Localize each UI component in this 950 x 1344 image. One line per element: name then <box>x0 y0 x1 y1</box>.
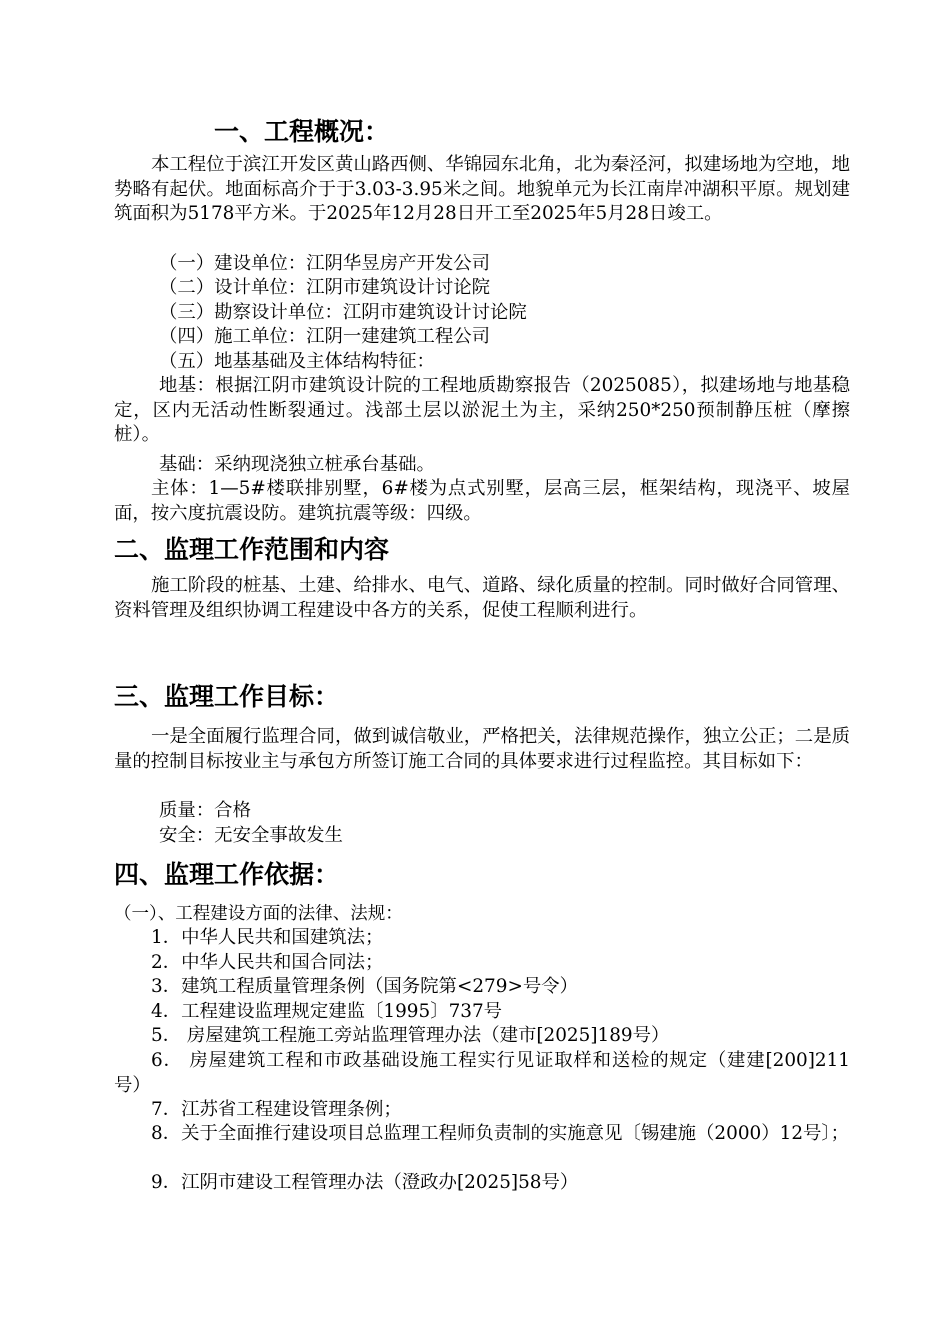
law-item-8: 8．关于全面推行建设项目总监理工程师负责制的实施意见〔锡建施（2000）12号〕； <box>151 1123 849 1144</box>
section-2-body: 施工阶段的桩基、土建、给排水、电气、道路、绿化质量的控制。同时做好合同管理、资料管理及组织协调工程建设中各方的关系，促使工程顺利进行。 <box>114 575 850 621</box>
section-2-heading: 二、监理工作范围和内容 <box>114 535 390 564</box>
section-4-subheading: （一）、工程建设方面的法律、法规： <box>114 904 403 924</box>
project-item-4: （四）施工单位：江阴一建建筑工程公司 <box>159 326 491 347</box>
project-item-2: （二）设计单位：江阴市建筑设计讨论院 <box>159 277 491 298</box>
law-item-3: 3．建筑工程质量管理条例（国务院第<279>号令） <box>151 976 579 997</box>
section-1-heading: 一、工程概况： <box>214 117 390 146</box>
law-item-1: 1．中华人民共和国建筑法； <box>151 927 384 948</box>
section-3-body: 一是全面履行监理合同，做到诚信敬业，严格把关，法律规范操作，独立公正；二是质量的控制目标按业主与承包方所签订施工合同的具体要求进行过程监控。其目标如下： <box>114 726 850 772</box>
section-1-intro: 本工程位于滨江开发区黄山路西侧、华锦园东北角，北为秦泾河，拟建场地为空地，地势略有起伏。地面标高介于于3.03-3.95米之间。地貌单元为长江南岸冲湖积平原。规划建筑面积为5178平方米。于2025年12月28日开工至2025年5月28日竣工。 <box>114 154 850 224</box>
law-item-2: 2．中华人民共和国合同法； <box>151 952 384 973</box>
foundation-base-line: 基础：采纳现浇独立桩承台基础。 <box>159 454 435 475</box>
law-item-4: 4．工程建设监理规定建监〔1995〕737号 <box>151 1001 503 1022</box>
law-item-7: 7．江苏省工程建设管理条例； <box>151 1099 402 1120</box>
project-item-3: （三）勘察设计单位：江阴市建筑设计讨论院 <box>159 302 527 323</box>
section-3-heading: 三、监理工作目标： <box>114 682 340 711</box>
safety-target: 安全：无安全事故发生 <box>159 825 343 846</box>
project-item-1: （一）建设单位：江阴华昱房产开发公司 <box>159 253 491 274</box>
quality-target: 质量：合格 <box>159 800 251 821</box>
law-item-5: 5． 房屋建筑工程施工旁站监理管理办法（建市[2025]189号） <box>151 1025 670 1046</box>
main-structure-paragraph: 主体：1—5#楼联排别墅，6#楼为点式别墅，层高三层，框架结构，现浇平、坡屋面，按六度抗震设防。建筑抗震等级：四级。 <box>114 478 850 524</box>
section-4-heading: 四、监理工作依据： <box>114 860 340 889</box>
law-item-9: 9．江阴市建设工程管理办法（澄政办[2025]58号） <box>151 1172 579 1193</box>
project-item-5: （五）地基基础及主体结构特征： <box>159 351 435 372</box>
law-item-6: 6． 房屋建筑工程和市政基础设施工程实行见证取样和送检的规定（建建[200]211号） <box>114 1050 850 1096</box>
foundation-ground-paragraph: 地基：根据江阴市建筑设计院的工程地质勘察报告（2025085），拟建场地与地基稳定，区内无活动性断裂通过。浅部土层以淤泥土为主，采纳250*250预制静压桩（摩擦桩）。 <box>114 375 850 445</box>
